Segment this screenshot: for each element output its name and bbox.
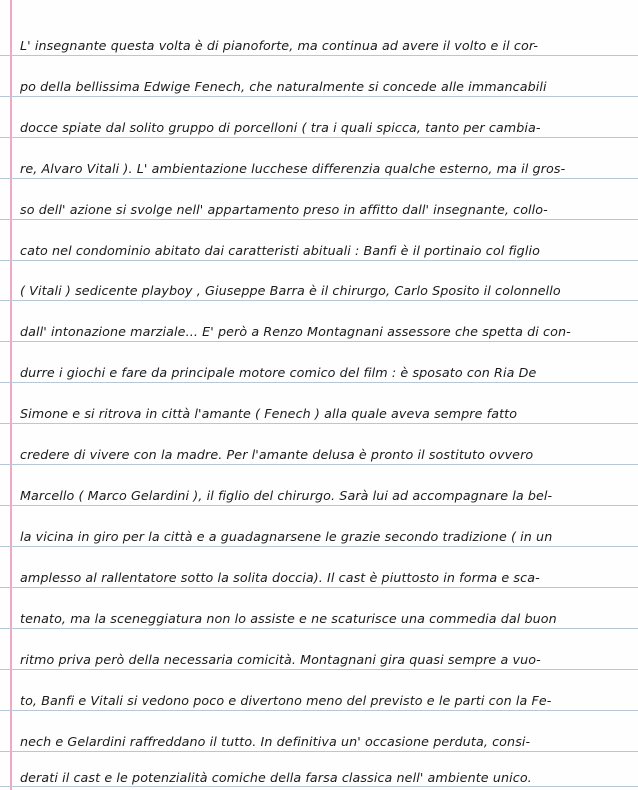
text-line-7: ( Vitali ) sedicente playboy , Giuseppe Barra è il chirurgo, Carlo Sposito il colonnello — [20, 283, 561, 298]
ruled-line — [0, 341, 638, 342]
ruled-line — [0, 96, 638, 97]
text-line-3: docce spiate dal solito gruppo di porcelloni ( tra i quali spicca, tanto per cambia- — [20, 120, 541, 135]
ruled-line — [0, 178, 638, 179]
ruled-line — [0, 710, 638, 711]
text-line-17: to, Banfi e Vitali si vedono poco e divertono meno del previsto e le parti con la Fe- — [20, 693, 552, 708]
ruled-line — [0, 786, 638, 787]
ruled-line — [0, 137, 638, 138]
text-line-2: po della bellissima Edwige Fenech, che naturalmente si concede alle immancabili — [20, 79, 547, 94]
ruled-line — [0, 464, 638, 465]
ruled-line — [0, 382, 638, 383]
ruled-line — [0, 300, 638, 301]
ruled-line — [0, 260, 638, 261]
ruled-line — [0, 628, 638, 629]
text-line-1: L' insegnante questa volta è di pianoforte, ma continua ad avere il volto e il cor- — [20, 38, 539, 53]
text-line-6: cato nel condominio abitato dai caratteristi abituali : Banfi è il portinaio col figlio — [20, 243, 540, 258]
ruled-line — [0, 55, 638, 56]
ruled-line — [0, 505, 638, 506]
text-line-14: amplesso al rallentatore sotto la solita doccia). Il cast è piuttosto in forma e sca- — [20, 570, 540, 585]
ruled-line — [0, 587, 638, 588]
text-line-5: so dell' azione si svolge nell' appartamento preso in affitto dall' insegnante, collo- — [20, 202, 548, 217]
text-line-18: nech e Gelardini raffreddano il tutto. In definitiva un' occasione perduta, consi- — [20, 734, 531, 749]
text-line-13: la vicina in giro per la città e a guadagnarsene le grazie secondo tradizione ( in un — [20, 529, 553, 544]
ruled-line — [0, 751, 638, 752]
text-line-12: Marcello ( Marco Gelardini ), il figlio del chirurgo. Sarà lui ad accompagnare la bel- — [20, 488, 553, 503]
text-line-16: ritmo priva però della necessaria comicità. Montagnani gira quasi sempre a vuo- — [20, 652, 541, 667]
margin-line — [10, 0, 12, 790]
ruled-line — [0, 669, 638, 670]
text-line-10: Simone e si ritrova in città l'amante ( Fenech ) alla quale aveva sempre fatto — [20, 406, 518, 421]
ruled-line — [0, 219, 638, 220]
text-line-4: re, Alvaro Vitali ). L' ambientazione lucchese differenzia qualche esterno, ma il gros- — [20, 161, 566, 176]
ruled-line — [0, 423, 638, 424]
ruled-line — [0, 546, 638, 547]
text-line-9: durre i giochi e fare da principale motore comico del film : è sposato con Ria De — [20, 365, 537, 380]
text-line-8: dall' intonazione marziale... E' però a Renzo Montagnani assessore che spetta di con- — [20, 324, 571, 339]
text-line-11: credere di vivere con la madre. Per l'amante delusa è pronto il sostituto ovvero — [20, 447, 534, 462]
text-line-15: tenato, ma la sceneggiatura non lo assiste e ne scaturisce una commedia dal buon — [20, 611, 557, 626]
text-line-19: derati il cast e le potenzialità comiche della farsa classica nell' ambiente unico. — [20, 770, 532, 785]
